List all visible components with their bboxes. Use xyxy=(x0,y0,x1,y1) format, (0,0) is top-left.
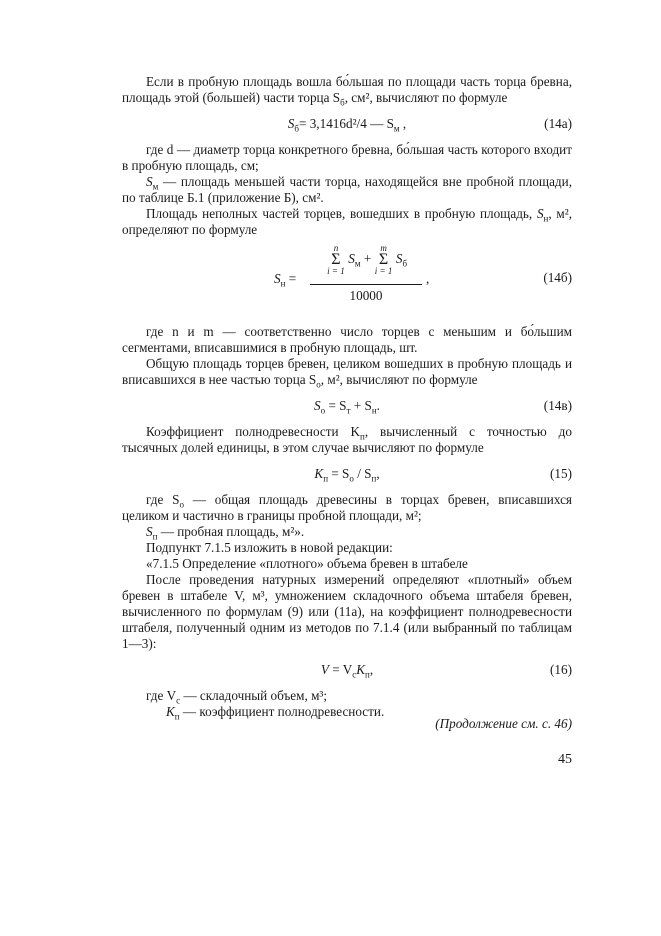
page-number: 45 xyxy=(558,752,572,767)
paragraph-volume: После проведения натурных измерений определяют «плотный» объем бревен в штабеле V, м³, умножением складочного объема штабеля бревен, вычисленного по формулам (9) или (11а), на коэффициент полнодревесности штабеля, полученный одним из методов по 7.1.4 (или выбранный по таблицам 1—3): xyxy=(122,572,572,651)
paragraph-where-n-m: где n и m — соответственно число торцев с меньшим и бо́льшим сегментами, вписавшимися в пробную площадь, шт. xyxy=(122,324,572,355)
paragraph-where-vc: где $V_с$ — складочный объем, м³; xyxy=(146,688,328,706)
paragraph-large-part: Если в пробную площадь вошла бо́льшая по площади часть торца бревна, площадь этой (большей) части торца $S_б$, см², вычисляют по формуле xyxy=(122,74,572,108)
paragraph-coefficient: Коэффициент полнодревесности $K_п$, вычисленный с точностью до тысячных долей единицы, в этом случае вычисляют по формуле xyxy=(122,424,572,455)
paragraph-where-so: где $S_о$ — общая площадь древесины в торцах бревен, вписавшихся целиком и частично в границы пробной площади, м²; xyxy=(122,492,572,523)
formula-14c: $S_о = S_т + S_н$. (14в) xyxy=(314,398,572,416)
formula-16: $V = V_сK_п$, (16) xyxy=(320,662,572,680)
fraction-bar xyxy=(310,284,422,285)
paragraph-total-area: Общую площадь торцев бревен, целиком вошедших в пробную площадь и вписавшихся в нее частью торца $S_о$, м², вычисляют по формуле xyxy=(122,356,572,390)
fraction-numerator: n Σ i = 1 $S_м$ + m Σ i = 1 $S_б$ xyxy=(327,243,408,276)
formula-number: (14а) xyxy=(544,116,572,131)
formula-number: (15) xyxy=(550,466,572,481)
paragraph-where-d: где d — диаметр торца конкретного бревна, бо́льшая часть которого входит в пробную площадь, см; xyxy=(122,142,572,173)
formula-number: (14б) xyxy=(543,270,572,285)
formula-number: (14в) xyxy=(543,398,572,413)
paragraph-subclause: Подпункт 7.1.5 изложить в новой редакции: xyxy=(146,540,393,555)
formula-14a: $S_б= 3,1416d^2/4$ — $S_м$ , (14а) xyxy=(287,116,572,134)
paragraph-kp: $K_п$ — коэффициент полнодревесности. xyxy=(166,704,385,722)
paragraph-partial-ends: Площадь неполных частей торцев, вошедших в пробную площадь, $S_н$, м², определяют по формуле xyxy=(122,206,572,237)
continuation-note: (Продолжение см. с. 46) xyxy=(435,716,572,731)
paragraph-sp: $S_п$ — пробная площадь, м²». xyxy=(146,524,305,542)
formula-number: (16) xyxy=(550,662,572,677)
paragraph-sm: $S_м$ — площадь меньшей части торца, находящейся вне пробной площади, по таблице Б.1 (приложение Б), см². xyxy=(122,174,572,205)
formula-15: $K_п = S_о / S_п$, (15) xyxy=(314,466,572,484)
formula-14b: $S_н$ = n Σ i = 1 $S_м$ + m Σ i = 1 $S_б$ 10000 , (14б) xyxy=(274,243,572,303)
text-column xyxy=(122,74,572,720)
paragraph-heading-715: «7.1.5 Определение «плотного» объема бревен в штабеле xyxy=(146,556,468,571)
fraction-denominator: 10000 xyxy=(349,288,383,303)
